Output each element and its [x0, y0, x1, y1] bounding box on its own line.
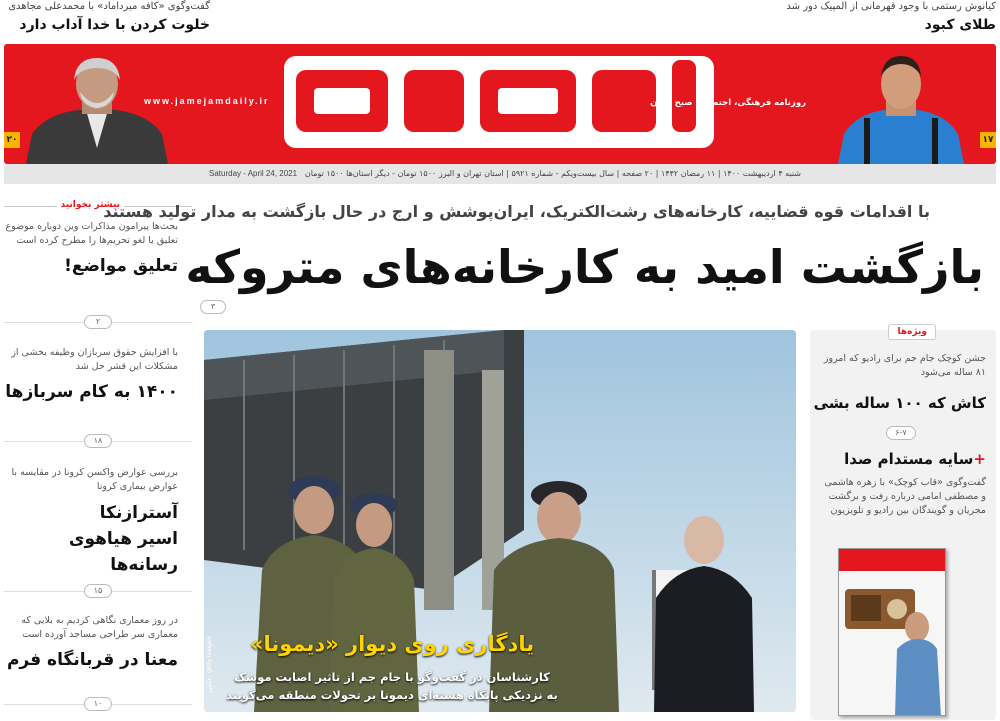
- right-item2-lead: گفت‌وگوی «قاب کوچک» با زهره هاشمی و مصطفی امامی درباره رفت و برگشت مجریان و گویندگان بین رادیو و تلویزیون: [824, 477, 986, 516]
- right-item-lead: جشن کوچک جام جم برای رادیو که امروز ۸۱ ساله می‌شود: [823, 353, 986, 378]
- page-ref-left: ۲۰: [4, 132, 20, 148]
- teaser-right[interactable]: [666, 0, 996, 36]
- masthead: [4, 44, 996, 164]
- left-item-headline: ۱۴۰۰ به کام سربازها: [5, 382, 178, 402]
- read-more-label: بیشتر بخوانید: [57, 200, 124, 210]
- main-kicker: با اقدامات قوه قضاییه، کارخانه‌های رشت‌الکتریک، ایران‌پوشش و ارج در حال بازگشت به مدار تولید هستند: [103, 202, 930, 221]
- left-item-lead: با افزایش حقوق سربازان وظیفه بخشی از مشکلات این قشر حل شد: [11, 347, 178, 372]
- left-column: [4, 196, 192, 716]
- right-item2-title: سایه مستدام صدا: [844, 450, 974, 468]
- page-number: ۱۵: [84, 584, 112, 598]
- main-page-number: ۳: [200, 300, 226, 314]
- left-item-lead: بحث‌ها پیرامون مذاکرات وین دوباره موضوع تعلیق یا لغو تحریم‌ها را مطرح کرده است: [5, 221, 178, 246]
- plus-icon: +: [973, 450, 986, 468]
- english-date: Saturday - April 24, 2021: [209, 169, 298, 178]
- page-number: ۶-۷: [886, 426, 916, 440]
- masthead-tagline: روزنامه فرهنگی، اجتماعی صبح ایران: [650, 98, 806, 108]
- right-item-headline[interactable]: کاش که ۱۰۰ ساله بشی: [813, 394, 986, 412]
- teaser-left-title: خلوت کردن با خدا آداب دارد: [19, 17, 210, 33]
- dateline: [4, 164, 996, 184]
- page-ref-right: ۱۷: [980, 132, 996, 148]
- writer-portrait[interactable]: [22, 48, 172, 164]
- photo-caption-line1: کارشناسان در گفت‌وگو با جام جم از تاثیر اصابت موشک: [234, 670, 550, 684]
- left-item-headline-line2: اسیر هیاهوی رسانه‌ها: [68, 529, 178, 575]
- page-number: ۱۸: [84, 434, 112, 448]
- left-item-lead: بررسی عوارض واکسن کرونا در مقایسه با عوارض بیماری کرونا: [11, 467, 178, 492]
- right-item2-headline[interactable]: [820, 448, 986, 470]
- left-item-headline: معنا در قربانگاه فرم: [6, 650, 178, 670]
- teaser-left[interactable]: [0, 0, 210, 36]
- photo-caption-line2: به نزدیکی پایگاه هسته‌ای دیمونا بر تحولات منطقه می‌گویند: [226, 688, 558, 702]
- main-headline[interactable]: بازگشت امید به کارخانه‌های متروکه: [185, 240, 984, 294]
- teaser-left-kicker: گفت‌وگوی «کافه میرداماد» با محمدعلی مجاهدی: [8, 1, 210, 12]
- left-item-3[interactable]: [4, 466, 192, 578]
- athlete-portrait[interactable]: [826, 48, 976, 164]
- page-number: ۲: [84, 315, 112, 329]
- right-column: [810, 327, 996, 720]
- left-item-4[interactable]: [4, 614, 192, 672]
- specials-label: ویژه‌ها: [888, 324, 936, 340]
- photo-caption-text: [212, 668, 572, 704]
- top-teaser-strip: [0, 0, 1000, 44]
- persian-date-info: شنبه ۴ اردیبهشت ۱۴۰۰ | ۱۱ رمضان ۱۴۴۲ | ۲۰ صفحه | سال بیست‌ویکم - شماره ۵۹۲۱ | استان تهران و البرز ۱۵۰۰ تومان - دیگر استان‌ها ۱۵۰۰ تومان: [304, 169, 801, 178]
- teaser-right-title: طلای کبود: [924, 17, 996, 33]
- left-item-2[interactable]: [4, 346, 192, 404]
- teaser-right-kicker: کیانوش رستمی با وجود قهرمانی از المپیک دور شد: [786, 1, 996, 12]
- photo-credit: عکس: getty images: [206, 635, 213, 692]
- website-url[interactable]: www.jamejamdaily.ir: [144, 96, 270, 106]
- photo-caption-title: یادگاری روی دیوار «دیمونا»: [249, 632, 535, 656]
- page-number: ۱۰: [84, 697, 112, 711]
- left-item-lead: در روز معماری نگاهی کردیم به بلایی که معماری سر طراحی مساجد آورده است: [21, 615, 178, 640]
- left-item-headline: آسترازنکا: [99, 503, 178, 523]
- left-item-headline: تعلیق مواضع!: [64, 256, 178, 276]
- main-photo[interactable]: [204, 330, 796, 712]
- magazine-cover[interactable]: [838, 548, 946, 716]
- left-item-1[interactable]: [4, 220, 192, 278]
